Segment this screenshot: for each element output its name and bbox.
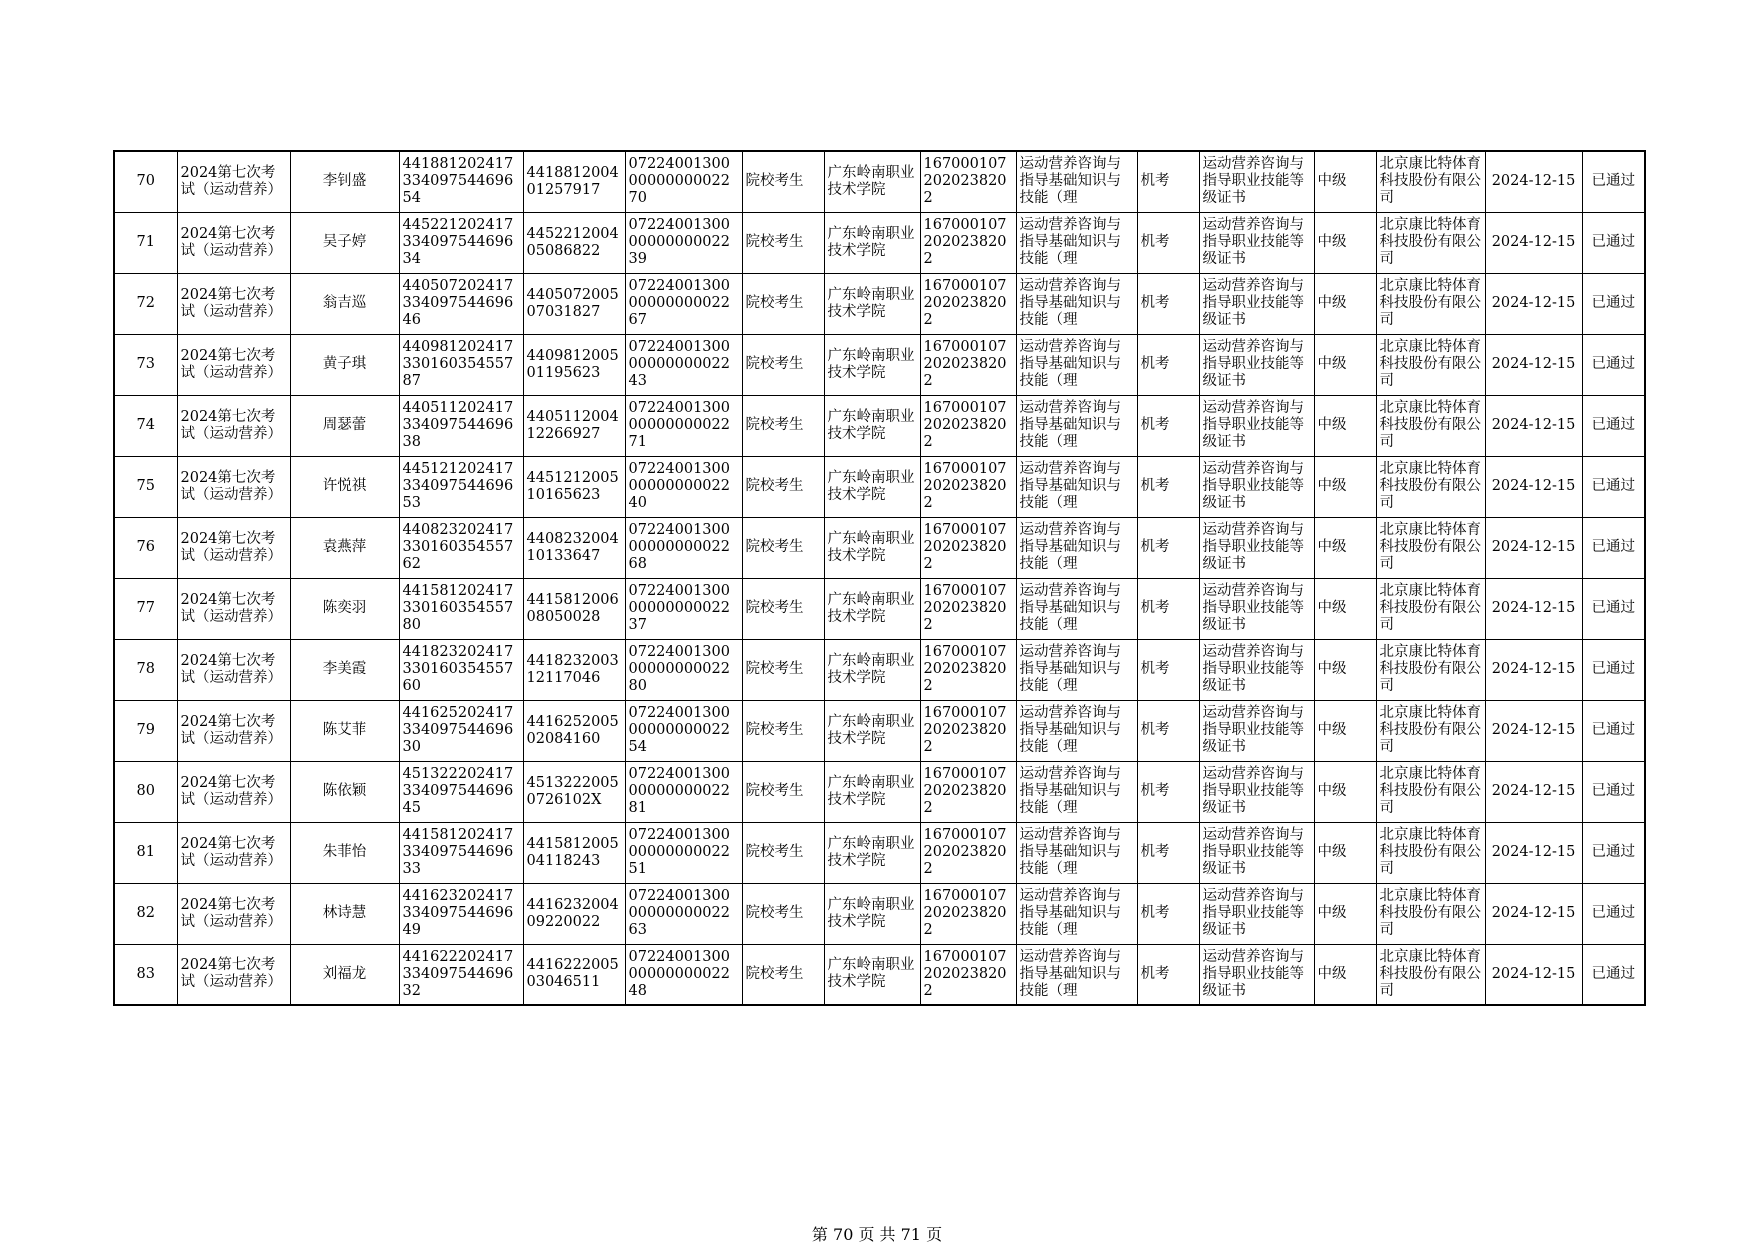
- candidate-name-cell: 林诗慧: [290, 883, 399, 944]
- certificate-number-cell: 072240013000000000002263: [625, 883, 742, 944]
- exam-date-cell: 2024-12-15: [1485, 456, 1582, 517]
- id-number-cell: 441581200504118243: [523, 822, 625, 883]
- candidate-type-cell: 院校考生: [742, 822, 824, 883]
- subject-cell: 运动营养咨询与指导基础知识与技能（理: [1016, 212, 1137, 273]
- ticket-number-cell: 44082320241733016035455762: [399, 517, 523, 578]
- training-organization-cell: 北京康比特体育科技股份有限公司: [1376, 578, 1485, 639]
- candidate-name-cell: 翁吉巡: [290, 273, 399, 334]
- table-row: [114, 273, 1645, 334]
- ticket-number-cell: 44098120241733016035455787: [399, 334, 523, 395]
- training-organization-cell: 北京康比特体育科技股份有限公司: [1376, 151, 1485, 212]
- school-cell: 广东岭南职业技术学院: [824, 639, 920, 700]
- page-number-footer: 第 70 页 共 71 页: [811, 1225, 943, 1244]
- certificate-number-cell: 072240013000000000002251: [625, 822, 742, 883]
- level-cell: 中级: [1314, 639, 1376, 700]
- table-row: [114, 334, 1645, 395]
- level-cell: 中级: [1314, 700, 1376, 761]
- exam-mode-cell: 机考: [1137, 456, 1199, 517]
- id-number-cell: 441823200312117046: [523, 639, 625, 700]
- institution-code-cell: 1670001072020238202: [920, 334, 1016, 395]
- level-cell: 中级: [1314, 761, 1376, 822]
- exam-session-cell: 2024第七次考试（运动营养）: [177, 883, 290, 944]
- certificate-name-cell: 运动营养咨询与指导职业技能等级证书: [1199, 212, 1314, 273]
- exam-mode-cell: 机考: [1137, 334, 1199, 395]
- certificate-number-cell: 072240013000000000002281: [625, 761, 742, 822]
- candidate-type-cell: 院校考生: [742, 151, 824, 212]
- id-number-cell: 440507200507031827: [523, 273, 625, 334]
- ticket-number-cell: 44158120241733409754469633: [399, 822, 523, 883]
- table-row: [114, 639, 1645, 700]
- level-cell: 中级: [1314, 395, 1376, 456]
- school-cell: 广东岭南职业技术学院: [824, 578, 920, 639]
- institution-code-cell: 1670001072020238202: [920, 151, 1016, 212]
- status-cell: 已通过: [1582, 639, 1645, 700]
- candidate-type-cell: 院校考生: [742, 700, 824, 761]
- status-cell: 已通过: [1582, 456, 1645, 517]
- row-number-cell: 76: [114, 517, 177, 578]
- row-number-cell: 80: [114, 761, 177, 822]
- training-organization-cell: 北京康比特体育科技股份有限公司: [1376, 212, 1485, 273]
- status-cell: 已通过: [1582, 151, 1645, 212]
- table-row: [114, 700, 1645, 761]
- institution-code-cell: 1670001072020238202: [920, 212, 1016, 273]
- training-organization-cell: 北京康比特体育科技股份有限公司: [1376, 944, 1485, 1005]
- institution-code-cell: 1670001072020238202: [920, 822, 1016, 883]
- id-number-cell: 441625200502084160: [523, 700, 625, 761]
- certificate-number-cell: 072240013000000000002240: [625, 456, 742, 517]
- status-cell: 已通过: [1582, 761, 1645, 822]
- school-cell: 广东岭南职业技术学院: [824, 151, 920, 212]
- certificate-name-cell: 运动营养咨询与指导职业技能等级证书: [1199, 700, 1314, 761]
- row-number-cell: 79: [114, 700, 177, 761]
- certificate-number-cell: 072240013000000000002237: [625, 578, 742, 639]
- exam-date-cell: 2024-12-15: [1485, 212, 1582, 273]
- candidate-name-cell: 朱菲怡: [290, 822, 399, 883]
- exam-date-cell: 2024-12-15: [1485, 822, 1582, 883]
- row-number-cell: 83: [114, 944, 177, 1005]
- table-row: [114, 822, 1645, 883]
- id-number-cell: 441623200409220022: [523, 883, 625, 944]
- certificate-number-cell: 072240013000000000002239: [625, 212, 742, 273]
- institution-code-cell: 1670001072020238202: [920, 639, 1016, 700]
- level-cell: 中级: [1314, 944, 1376, 1005]
- ticket-number-cell: 44158120241733016035455780: [399, 578, 523, 639]
- level-cell: 中级: [1314, 212, 1376, 273]
- institution-code-cell: 1670001072020238202: [920, 395, 1016, 456]
- school-cell: 广东岭南职业技术学院: [824, 334, 920, 395]
- status-cell: 已通过: [1582, 578, 1645, 639]
- row-number-cell: 78: [114, 639, 177, 700]
- status-cell: 已通过: [1582, 822, 1645, 883]
- exam-mode-cell: 机考: [1137, 944, 1199, 1005]
- level-cell: 中级: [1314, 456, 1376, 517]
- certificate-name-cell: 运动营养咨询与指导职业技能等级证书: [1199, 578, 1314, 639]
- ticket-number-cell: 45132220241733409754469645: [399, 761, 523, 822]
- subject-cell: 运动营养咨询与指导基础知识与技能（理: [1016, 456, 1137, 517]
- school-cell: 广东岭南职业技术学院: [824, 517, 920, 578]
- candidate-type-cell: 院校考生: [742, 883, 824, 944]
- ticket-number-cell: 44512120241733409754469653: [399, 456, 523, 517]
- exam-mode-cell: 机考: [1137, 395, 1199, 456]
- school-cell: 广东岭南职业技术学院: [824, 395, 920, 456]
- candidate-name-cell: 陈艾菲: [290, 700, 399, 761]
- certificate-name-cell: 运动营养咨询与指导职业技能等级证书: [1199, 456, 1314, 517]
- level-cell: 中级: [1314, 151, 1376, 212]
- candidate-name-cell: 陈依颖: [290, 761, 399, 822]
- results-table: [113, 150, 1646, 1006]
- status-cell: 已通过: [1582, 517, 1645, 578]
- level-cell: 中级: [1314, 822, 1376, 883]
- training-organization-cell: 北京康比特体育科技股份有限公司: [1376, 761, 1485, 822]
- exam-session-cell: 2024第七次考试（运动营养）: [177, 700, 290, 761]
- institution-code-cell: 1670001072020238202: [920, 517, 1016, 578]
- school-cell: 广东岭南职业技术学院: [824, 456, 920, 517]
- exam-session-cell: 2024第七次考试（运动营养）: [177, 273, 290, 334]
- institution-code-cell: 1670001072020238202: [920, 883, 1016, 944]
- candidate-name-cell: 李钊盛: [290, 151, 399, 212]
- exam-date-cell: 2024-12-15: [1485, 578, 1582, 639]
- candidate-name-cell: 黄子琪: [290, 334, 399, 395]
- training-organization-cell: 北京康比特体育科技股份有限公司: [1376, 273, 1485, 334]
- ticket-number-cell: 44522120241733409754469634: [399, 212, 523, 273]
- subject-cell: 运动营养咨询与指导基础知识与技能（理: [1016, 517, 1137, 578]
- exam-session-cell: 2024第七次考试（运动营养）: [177, 578, 290, 639]
- ticket-number-cell: 44051120241733409754469638: [399, 395, 523, 456]
- subject-cell: 运动营养咨询与指导基础知识与技能（理: [1016, 761, 1137, 822]
- certificate-name-cell: 运动营养咨询与指导职业技能等级证书: [1199, 944, 1314, 1005]
- id-number-cell: 441581200608050028: [523, 578, 625, 639]
- id-number-cell: 441622200503046511: [523, 944, 625, 1005]
- exam-mode-cell: 机考: [1137, 883, 1199, 944]
- candidate-name-cell: 刘福龙: [290, 944, 399, 1005]
- status-cell: 已通过: [1582, 395, 1645, 456]
- exam-session-cell: 2024第七次考试（运动营养）: [177, 212, 290, 273]
- exam-date-cell: 2024-12-15: [1485, 151, 1582, 212]
- training-organization-cell: 北京康比特体育科技股份有限公司: [1376, 700, 1485, 761]
- table-row: [114, 212, 1645, 273]
- exam-session-cell: 2024第七次考试（运动营养）: [177, 761, 290, 822]
- table-row: [114, 578, 1645, 639]
- training-organization-cell: 北京康比特体育科技股份有限公司: [1376, 334, 1485, 395]
- school-cell: 广东岭南职业技术学院: [824, 822, 920, 883]
- certificate-name-cell: 运动营养咨询与指导职业技能等级证书: [1199, 151, 1314, 212]
- school-cell: 广东岭南职业技术学院: [824, 273, 920, 334]
- candidate-type-cell: 院校考生: [742, 395, 824, 456]
- ticket-number-cell: 44050720241733409754469646: [399, 273, 523, 334]
- subject-cell: 运动营养咨询与指导基础知识与技能（理: [1016, 822, 1137, 883]
- institution-code-cell: 1670001072020238202: [920, 456, 1016, 517]
- exam-session-cell: 2024第七次考试（运动营养）: [177, 944, 290, 1005]
- school-cell: 广东岭南职业技术学院: [824, 212, 920, 273]
- exam-session-cell: 2024第七次考试（运动营养）: [177, 639, 290, 700]
- certificate-name-cell: 运动营养咨询与指导职业技能等级证书: [1199, 517, 1314, 578]
- table-row: [114, 517, 1645, 578]
- institution-code-cell: 1670001072020238202: [920, 273, 1016, 334]
- certificate-name-cell: 运动营养咨询与指导职业技能等级证书: [1199, 883, 1314, 944]
- exam-session-cell: 2024第七次考试（运动营养）: [177, 395, 290, 456]
- candidate-name-cell: 李美霞: [290, 639, 399, 700]
- row-number-cell: 74: [114, 395, 177, 456]
- subject-cell: 运动营养咨询与指导基础知识与技能（理: [1016, 273, 1137, 334]
- training-organization-cell: 北京康比特体育科技股份有限公司: [1376, 822, 1485, 883]
- ticket-number-cell: 44188120241733409754469654: [399, 151, 523, 212]
- subject-cell: 运动营养咨询与指导基础知识与技能（理: [1016, 578, 1137, 639]
- subject-cell: 运动营养咨询与指导基础知识与技能（理: [1016, 700, 1137, 761]
- certificate-number-cell: 072240013000000000002254: [625, 700, 742, 761]
- id-number-cell: 440511200412266927: [523, 395, 625, 456]
- table-row: [114, 395, 1645, 456]
- table-row: [114, 456, 1645, 517]
- certificate-name-cell: 运动营养咨询与指导职业技能等级证书: [1199, 822, 1314, 883]
- exam-mode-cell: 机考: [1137, 578, 1199, 639]
- school-cell: 广东岭南职业技术学院: [824, 944, 920, 1005]
- institution-code-cell: 1670001072020238202: [920, 761, 1016, 822]
- row-number-cell: 81: [114, 822, 177, 883]
- row-number-cell: 71: [114, 212, 177, 273]
- candidate-name-cell: 吴子婷: [290, 212, 399, 273]
- level-cell: 中级: [1314, 578, 1376, 639]
- subject-cell: 运动营养咨询与指导基础知识与技能（理: [1016, 639, 1137, 700]
- candidate-type-cell: 院校考生: [742, 761, 824, 822]
- exam-date-cell: 2024-12-15: [1485, 395, 1582, 456]
- exam-mode-cell: 机考: [1137, 517, 1199, 578]
- certificate-name-cell: 运动营养咨询与指导职业技能等级证书: [1199, 273, 1314, 334]
- exam-session-cell: 2024第七次考试（运动营养）: [177, 151, 290, 212]
- id-number-cell: 445221200405086822: [523, 212, 625, 273]
- table-row: [114, 761, 1645, 822]
- id-number-cell: 45132220050726102X: [523, 761, 625, 822]
- ticket-number-cell: 44162520241733409754469630: [399, 700, 523, 761]
- ticket-number-cell: 44162320241733409754469649: [399, 883, 523, 944]
- exam-mode-cell: 机考: [1137, 822, 1199, 883]
- exam-date-cell: 2024-12-15: [1485, 944, 1582, 1005]
- school-cell: 广东岭南职业技术学院: [824, 700, 920, 761]
- exam-session-cell: 2024第七次考试（运动营养）: [177, 456, 290, 517]
- certificate-number-cell: 072240013000000000002248: [625, 944, 742, 1005]
- status-cell: 已通过: [1582, 883, 1645, 944]
- level-cell: 中级: [1314, 334, 1376, 395]
- table-row: [114, 883, 1645, 944]
- training-organization-cell: 北京康比特体育科技股份有限公司: [1376, 517, 1485, 578]
- certificate-number-cell: 072240013000000000002268: [625, 517, 742, 578]
- subject-cell: 运动营养咨询与指导基础知识与技能（理: [1016, 395, 1137, 456]
- exam-date-cell: 2024-12-15: [1485, 883, 1582, 944]
- institution-code-cell: 1670001072020238202: [920, 578, 1016, 639]
- institution-code-cell: 1670001072020238202: [920, 944, 1016, 1005]
- candidate-type-cell: 院校考生: [742, 517, 824, 578]
- id-number-cell: 440823200410133647: [523, 517, 625, 578]
- status-cell: 已通过: [1582, 273, 1645, 334]
- id-number-cell: 445121200510165623: [523, 456, 625, 517]
- certificate-name-cell: 运动营养咨询与指导职业技能等级证书: [1199, 334, 1314, 395]
- exam-session-cell: 2024第七次考试（运动营养）: [177, 822, 290, 883]
- exam-session-cell: 2024第七次考试（运动营养）: [177, 334, 290, 395]
- exam-mode-cell: 机考: [1137, 639, 1199, 700]
- certificate-name-cell: 运动营养咨询与指导职业技能等级证书: [1199, 395, 1314, 456]
- training-organization-cell: 北京康比特体育科技股份有限公司: [1376, 395, 1485, 456]
- row-number-cell: 72: [114, 273, 177, 334]
- candidate-type-cell: 院校考生: [742, 334, 824, 395]
- certificate-number-cell: 072240013000000000002280: [625, 639, 742, 700]
- table-row: [114, 944, 1645, 1005]
- status-cell: 已通过: [1582, 334, 1645, 395]
- ticket-number-cell: 44162220241733409754469632: [399, 944, 523, 1005]
- status-cell: 已通过: [1582, 212, 1645, 273]
- training-organization-cell: 北京康比特体育科技股份有限公司: [1376, 883, 1485, 944]
- row-number-cell: 73: [114, 334, 177, 395]
- candidate-name-cell: 许悦祺: [290, 456, 399, 517]
- row-number-cell: 77: [114, 578, 177, 639]
- exam-date-cell: 2024-12-15: [1485, 700, 1582, 761]
- level-cell: 中级: [1314, 517, 1376, 578]
- exam-mode-cell: 机考: [1137, 212, 1199, 273]
- exam-date-cell: 2024-12-15: [1485, 761, 1582, 822]
- row-number-cell: 70: [114, 151, 177, 212]
- exam-date-cell: 2024-12-15: [1485, 273, 1582, 334]
- certificate-name-cell: 运动营养咨询与指导职业技能等级证书: [1199, 639, 1314, 700]
- id-number-cell: 440981200501195623: [523, 334, 625, 395]
- school-cell: 广东岭南职业技术学院: [824, 883, 920, 944]
- certificate-number-cell: 072240013000000000002271: [625, 395, 742, 456]
- ticket-number-cell: 44182320241733016035455760: [399, 639, 523, 700]
- subject-cell: 运动营养咨询与指导基础知识与技能（理: [1016, 883, 1137, 944]
- certificate-name-cell: 运动营养咨询与指导职业技能等级证书: [1199, 761, 1314, 822]
- candidate-name-cell: 袁燕萍: [290, 517, 399, 578]
- exam-date-cell: 2024-12-15: [1485, 334, 1582, 395]
- training-organization-cell: 北京康比特体育科技股份有限公司: [1376, 456, 1485, 517]
- exam-mode-cell: 机考: [1137, 761, 1199, 822]
- subject-cell: 运动营养咨询与指导基础知识与技能（理: [1016, 944, 1137, 1005]
- level-cell: 中级: [1314, 883, 1376, 944]
- status-cell: 已通过: [1582, 700, 1645, 761]
- row-number-cell: 75: [114, 456, 177, 517]
- level-cell: 中级: [1314, 273, 1376, 334]
- exam-session-cell: 2024第七次考试（运动营养）: [177, 517, 290, 578]
- exam-mode-cell: 机考: [1137, 151, 1199, 212]
- candidate-name-cell: 周瑟蕾: [290, 395, 399, 456]
- certificate-number-cell: 072240013000000000002243: [625, 334, 742, 395]
- exam-date-cell: 2024-12-15: [1485, 639, 1582, 700]
- school-cell: 广东岭南职业技术学院: [824, 761, 920, 822]
- candidate-type-cell: 院校考生: [742, 639, 824, 700]
- candidate-type-cell: 院校考生: [742, 944, 824, 1005]
- row-number-cell: 82: [114, 883, 177, 944]
- exam-mode-cell: 机考: [1137, 273, 1199, 334]
- candidate-type-cell: 院校考生: [742, 578, 824, 639]
- table-row: [114, 151, 1645, 212]
- institution-code-cell: 1670001072020238202: [920, 700, 1016, 761]
- certificate-number-cell: 072240013000000000002267: [625, 273, 742, 334]
- candidate-name-cell: 陈奕羽: [290, 578, 399, 639]
- exam-mode-cell: 机考: [1137, 700, 1199, 761]
- subject-cell: 运动营养咨询与指导基础知识与技能（理: [1016, 151, 1137, 212]
- id-number-cell: 441881200401257917: [523, 151, 625, 212]
- candidate-type-cell: 院校考生: [742, 212, 824, 273]
- training-organization-cell: 北京康比特体育科技股份有限公司: [1376, 639, 1485, 700]
- candidate-type-cell: 院校考生: [742, 456, 824, 517]
- subject-cell: 运动营养咨询与指导基础知识与技能（理: [1016, 334, 1137, 395]
- exam-date-cell: 2024-12-15: [1485, 517, 1582, 578]
- certificate-number-cell: 072240013000000000002270: [625, 151, 742, 212]
- candidate-type-cell: 院校考生: [742, 273, 824, 334]
- status-cell: 已通过: [1582, 944, 1645, 1005]
